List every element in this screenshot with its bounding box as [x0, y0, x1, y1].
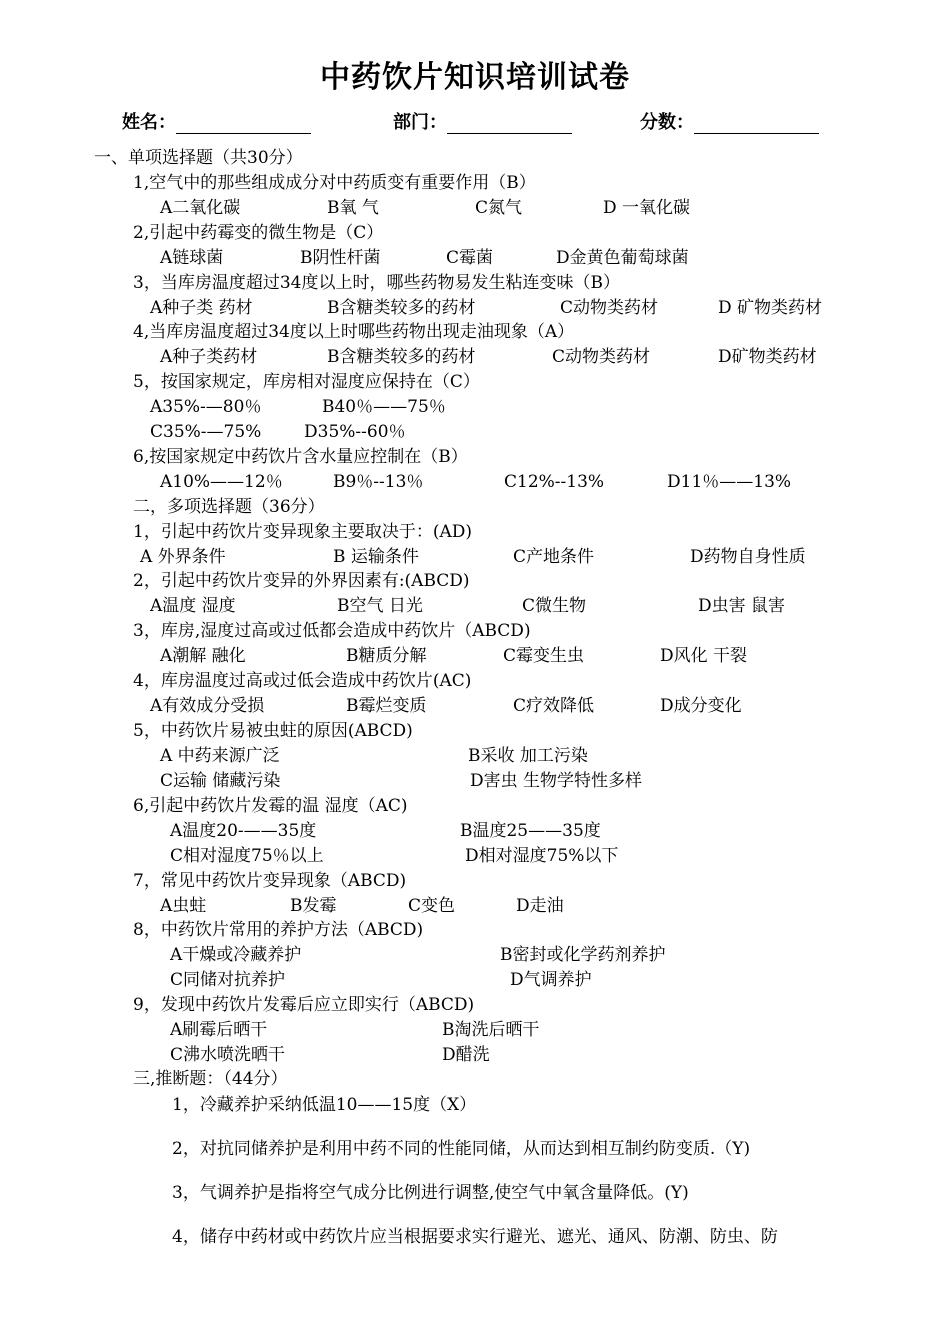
option-d: D 矿物类药材: [718, 298, 823, 318]
question-text: 2，引起中药饮片变异的外界因素有:(ABCD): [133, 571, 470, 591]
option-a: A温度 湿度: [150, 596, 236, 616]
option-b: B含糖类较多的药材: [327, 298, 476, 318]
option-d: D成分变化: [660, 696, 742, 716]
question-text: 5，按国家规定，库房相对湿度应保持在（C）: [133, 372, 480, 392]
option-a: A潮解 融化: [160, 646, 246, 666]
option-a: A二氧化碳: [160, 198, 241, 218]
dept-blank: [447, 113, 572, 134]
section-heading-multi: 二，多项选择题（36分）: [133, 497, 325, 517]
option-c: C变色: [408, 896, 456, 916]
option-c: C霉菌: [446, 248, 494, 268]
option-a: A种子类 药材: [150, 298, 253, 318]
option-b: B淘洗后晒干: [442, 1020, 540, 1040]
question-text: 9，发现中药饮片发霉后应立即实行（ABCD): [133, 995, 475, 1015]
option-a: A10%——12％: [160, 472, 283, 492]
option-d: D矿物类药材: [718, 347, 817, 367]
question-text: 2,引起中药霉变的微生物是（C）: [133, 223, 384, 243]
option-c: C12%--13%: [504, 472, 605, 492]
name-field: [122, 108, 311, 134]
question-text: 4,当库房温度超过34度以上时哪些药物出现走油现象（A）: [133, 322, 575, 342]
score-field: [640, 108, 819, 134]
option-a: A刷霉后晒干: [170, 1020, 268, 1040]
name-blank: [176, 113, 311, 134]
option-d: D35%--60％: [304, 422, 406, 442]
judge-item: 1，冷藏养护采纳低温10——15度（X）: [172, 1095, 477, 1115]
option-d: D 一氧化碳: [603, 198, 691, 218]
section-heading-judge: 三,推断题：（44分）: [133, 1069, 288, 1089]
page-title: 中药饮片知识培训试卷: [320, 60, 630, 95]
option-a: A温度20-——35度: [170, 821, 317, 841]
option-b: B温度25——35度: [460, 821, 601, 841]
dept-field: [393, 108, 572, 134]
option-a: A种子类药材: [160, 347, 258, 367]
option-c: C动物类药材: [560, 298, 659, 318]
option-d: D气调养护: [510, 970, 592, 990]
option-d: D金黄色葡萄球菌: [556, 248, 689, 268]
option-c: C微生物: [522, 596, 587, 616]
score-label: 分数：: [640, 112, 694, 133]
question-text: 8，中药饮片常用的养护方法（ABCD): [133, 920, 424, 940]
question-text: 1,空气中的那些组成成分对中药质变有重要作用（B）: [133, 173, 536, 193]
question-text: 6,引起中药饮片发霉的温 湿度（AC): [133, 796, 408, 816]
option-c: C相对湿度75％以上: [170, 846, 324, 866]
option-c: C同储对抗养护: [170, 970, 286, 990]
option-c: C动物类药材: [552, 347, 651, 367]
question-text: 3，当库房温度超过34度以上时，哪些药物易发生粘连变味（B）: [133, 273, 620, 293]
option-c: C沸水喷洗晒干: [170, 1045, 286, 1065]
option-d: D风化 干裂: [660, 646, 748, 666]
option-a: A有效成分受损: [150, 696, 265, 716]
option-b: B糖质分解: [346, 646, 427, 666]
option-b: B含糖类较多的药材: [327, 347, 476, 367]
question-text: 7，常见中药饮片变异现象（ABCD): [133, 871, 407, 891]
option-a: A 外界条件: [140, 547, 226, 567]
question-text: 1，引起中药饮片变异现象主要取决于：(AD): [133, 522, 472, 542]
dept-label: 部门：: [393, 112, 447, 133]
option-d: D走油: [516, 896, 564, 916]
judge-item: 4，储存中药材或中药饮片应当根据要求实行避光、遮光、通风、防潮、防虫、防: [172, 1227, 778, 1247]
option-a: A链球菌: [160, 248, 224, 268]
option-c: C氮气: [475, 198, 523, 218]
option-c: C产地条件: [513, 547, 595, 567]
option-a: A干燥或冷藏养护: [170, 945, 302, 965]
score-blank: [694, 113, 819, 134]
option-b: B阴性杆菌: [300, 248, 381, 268]
judge-item: 3，气调养护是指将空气成分比例进行调整,使空气中氧含量降低。(Y): [172, 1183, 689, 1203]
option-b: B9％--13％: [333, 472, 424, 492]
option-a: A35%-—80％: [150, 397, 262, 417]
option-d: D相对湿度75%以下: [465, 846, 619, 866]
option-d: D醋洗: [442, 1045, 490, 1065]
question-text: 5，中药饮片易被虫蛀的原因(ABCD): [133, 721, 413, 741]
option-b: B密封或化学药剂养护: [500, 945, 666, 965]
option-b: B霉烂变质: [346, 696, 427, 716]
option-c: C霉变生虫: [503, 646, 585, 666]
option-d: D害虫 生物学特性多样: [470, 771, 643, 791]
option-b: B氧 气: [327, 198, 379, 218]
question-text: 4，库房温度过高或过低会造成中药饮片(AC): [133, 671, 472, 691]
option-a: A虫蛀: [160, 896, 207, 916]
option-b: B 运输条件: [333, 547, 419, 567]
option-c: C35%-—75%: [150, 422, 262, 442]
question-text: 3，库房,湿度过高或过低都会造成中药饮片（ABCD): [133, 621, 531, 641]
section-heading-single: 一、单项选择题（共30分）: [94, 148, 303, 168]
option-b: B采收 加工污染: [468, 746, 588, 766]
option-a: A 中药来源广泛: [160, 746, 280, 766]
option-b: B发霉: [290, 896, 337, 916]
option-d: D11％——13%: [667, 472, 792, 492]
name-label: 姓名：: [122, 112, 176, 133]
judge-item: 2，对抗同储养护是利用中药不同的性能同储，从而达到相互制约防变质.（Y): [172, 1139, 751, 1159]
option-b: B空气 日光: [337, 596, 423, 616]
question-text: 6,按国家规定中药饮片含水量应控制在（B）: [133, 447, 468, 467]
option-c: C疗效降低: [513, 696, 595, 716]
option-d: D虫害 鼠害: [698, 596, 786, 616]
option-b: B40％——75％: [322, 397, 446, 417]
option-d: D药物自身性质: [690, 547, 806, 567]
option-c: C运输 储藏污染: [160, 771, 281, 791]
